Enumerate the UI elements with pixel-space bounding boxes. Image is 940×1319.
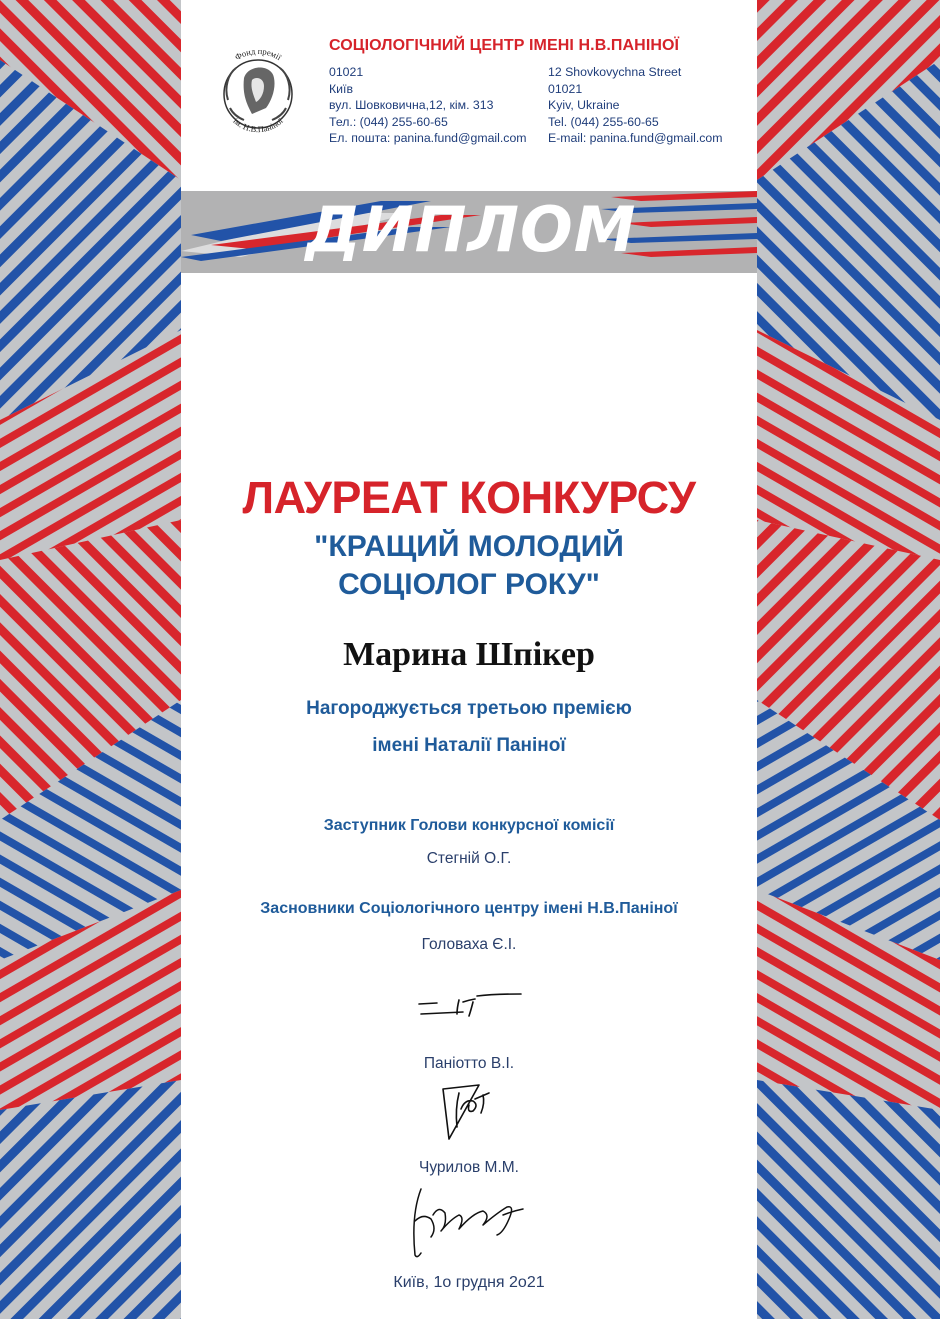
left-stripe-pattern (0, 0, 181, 1319)
logo-text-top: Фонд премії (232, 45, 284, 63)
founder-name-3: Чурилов М.М. (418, 1159, 519, 1176)
recipient-name: Марина Шпікер (343, 636, 595, 673)
logo-text-bottom: ім. Н.В.Паніної (231, 115, 285, 135)
diploma-banner (181, 191, 757, 273)
address-line: Tel. (044) 255-60-65 (548, 114, 659, 129)
founder-name-1: Головаха Є.І. (421, 936, 517, 953)
right-pattern-border (757, 0, 940, 1319)
right-stripe-pattern (757, 0, 940, 1319)
address-line: E-mail: panina.fund@gmail.com (548, 131, 723, 146)
left-pattern-border (0, 0, 181, 1319)
fund-logo (210, 38, 306, 146)
award-line1: Нагороджується третьою премією (306, 698, 632, 719)
founders-role: Засновники Соціологічного центру імені Н.В.Паніної (260, 900, 678, 917)
signature-3 (403, 1185, 529, 1265)
place-and-date: Київ, 1о грудня 2о21 (393, 1274, 545, 1291)
address-line: вул. Шовковична,12, кім. 313 (329, 98, 494, 113)
address-line: 12 Shovkovychna Street (548, 65, 682, 79)
address-ukrainian (329, 64, 527, 147)
founder-name-2: Паніотто В.І. (423, 1055, 515, 1072)
diploma-title: ДИПЛОМ (305, 193, 637, 266)
address-line: 01021 (329, 65, 364, 79)
address-line: Київ (329, 81, 353, 96)
address-line: Kyiv, Ukraine (548, 98, 620, 113)
award-line2: імені Наталії Паніної (372, 735, 566, 756)
deputy-name: Стегній О.Г. (426, 850, 512, 867)
contest-name-line2: СОЦІОЛОГ РОКУ" (338, 568, 600, 601)
signature-2 (439, 1079, 503, 1145)
contest-name-line1: "КРАЩИЙ МОЛОДИЙ (314, 530, 624, 563)
deputy-role: Заступник Голови конкурсної комісії (323, 817, 615, 834)
laureate-heading: ЛАУРЕАТ КОНКУРСУ (242, 472, 696, 523)
diploma-panel (181, 0, 757, 1319)
address-line: 01021 (548, 81, 583, 96)
address-english (548, 64, 722, 147)
address-line: Тел.: (044) 255-60-65 (329, 114, 448, 129)
organization-title: СОЦІОЛОГІЧНИЙ ЦЕНТР ІМЕНІ Н.В.ПАНІНОЇ (329, 37, 680, 54)
signature-1 (413, 986, 525, 1022)
address-line: Ел. пошта: panina.fund@gmail.com (329, 131, 527, 146)
